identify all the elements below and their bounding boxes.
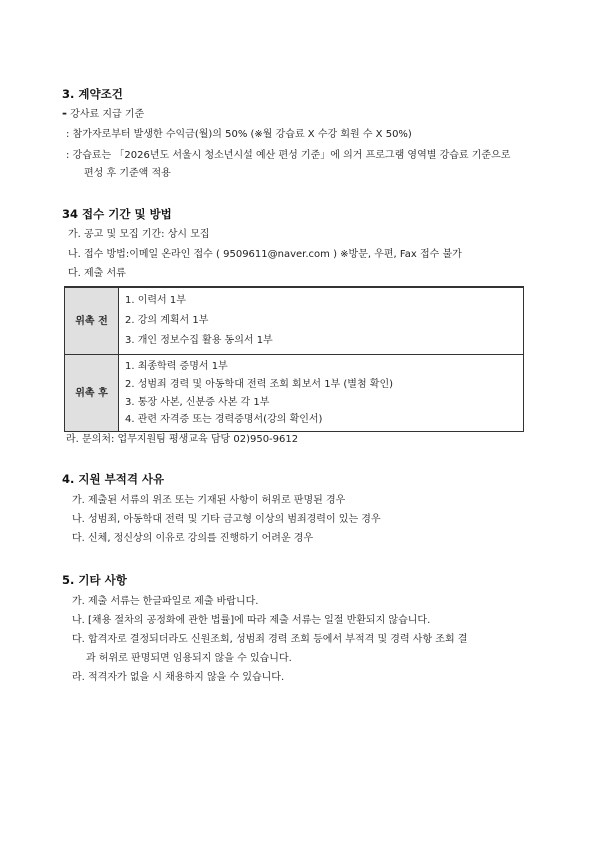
section-3-sub-text: 강사료 지급 기준	[70, 109, 145, 120]
section-3-bullet-1: : 참가자로부터 발생한 수익금(월)의 50% (※월 강습료 X 수강 회원 수 X 50%)	[66, 129, 412, 140]
table-row-after	[65, 355, 524, 432]
after-items	[119, 355, 524, 432]
section-34-da: 다. 제출 서류	[68, 268, 126, 279]
after-item: 2. 성범죄 경력 및 아동학대 전력 조회 회보서 1부 (별첨 확인)	[125, 379, 394, 390]
before-item: 1. 이력서 1부	[125, 295, 186, 306]
after-label: 위촉 후	[65, 355, 119, 432]
after-item: 4. 관련 자격증 또는 경력증명서(강의 확인서)	[125, 414, 323, 425]
section-34-na: 나. 접수 방법:이메일 온라인 접수 ( 9509611@naver.com ) ※방문, 우편, Fax 접수 불가	[68, 249, 462, 260]
section-5-da2: 과 허위로 판명되면 임용되지 않을 수 있습니다.	[86, 653, 292, 664]
section-5-heading: 5. 기타 사항	[62, 573, 127, 587]
section-34-ga: 가. 공고 및 모집 기간: 상시 모집	[68, 229, 210, 240]
before-items	[119, 287, 524, 355]
after-item: 3. 통장 사본, 신분증 사본 각 1부	[125, 397, 270, 408]
section-4-da: 다. 신체, 정신상의 이유로 강의를 진행하기 어려운 경우	[72, 533, 314, 544]
section-5-na: 나. [채용 절차의 공정화에 관한 법률]에 따라 제출 서류는 일절 반환되지 않습니다.	[72, 615, 431, 626]
section-4-na: 나. 성범죄, 아동학대 전력 및 기타 금고형 이상의 범죄경력이 있는 경우	[72, 514, 381, 525]
dash-bullet: -	[62, 106, 67, 120]
after-item: 1. 최종학력 증명서 1부	[125, 361, 228, 372]
table-row-before	[65, 287, 524, 355]
section-3-sub	[62, 107, 144, 121]
section-5-da1: 다. 합격자로 결정되더라도 신원조회, 성범죄 경력 조회 등에서 부적격 및 경력 사항 조회 결	[72, 634, 468, 645]
before-label: 위촉 전	[65, 287, 119, 355]
section-4-heading: 4. 지원 부적격 사유	[62, 472, 165, 486]
section-5-ra: 라. 적격자가 없을 시 채용하지 않을 수 있습니다.	[72, 672, 285, 683]
section-5-ga: 가. 제출 서류는 한글파일로 제출 바랍니다.	[72, 596, 259, 607]
section-3-bullet-2b: 편성 후 기준액 적용	[84, 168, 171, 179]
before-item: 2. 강의 계획서 1부	[125, 315, 209, 326]
section-3-heading: 3. 계약조건	[62, 87, 123, 101]
before-item: 3. 개인 정보수집 활용 동의서 1부	[125, 335, 273, 346]
section-3-bullet-2a: : 강습료는 「2026년도 서울시 청소년시설 예산 편성 기준」에 의거 프로그램 영역별 강습료 기준으로	[66, 150, 511, 161]
section-4-ga: 가. 제출된 서류의 위조 또는 기재된 사항이 허위로 판명된 경우	[72, 495, 346, 506]
section-34-heading: 34 접수 기간 및 방법	[62, 207, 172, 221]
documents-table	[64, 286, 524, 432]
section-34-ra: 라. 문의처: 업무지원팀 평생교육 담당 02)950-9612	[66, 434, 299, 445]
